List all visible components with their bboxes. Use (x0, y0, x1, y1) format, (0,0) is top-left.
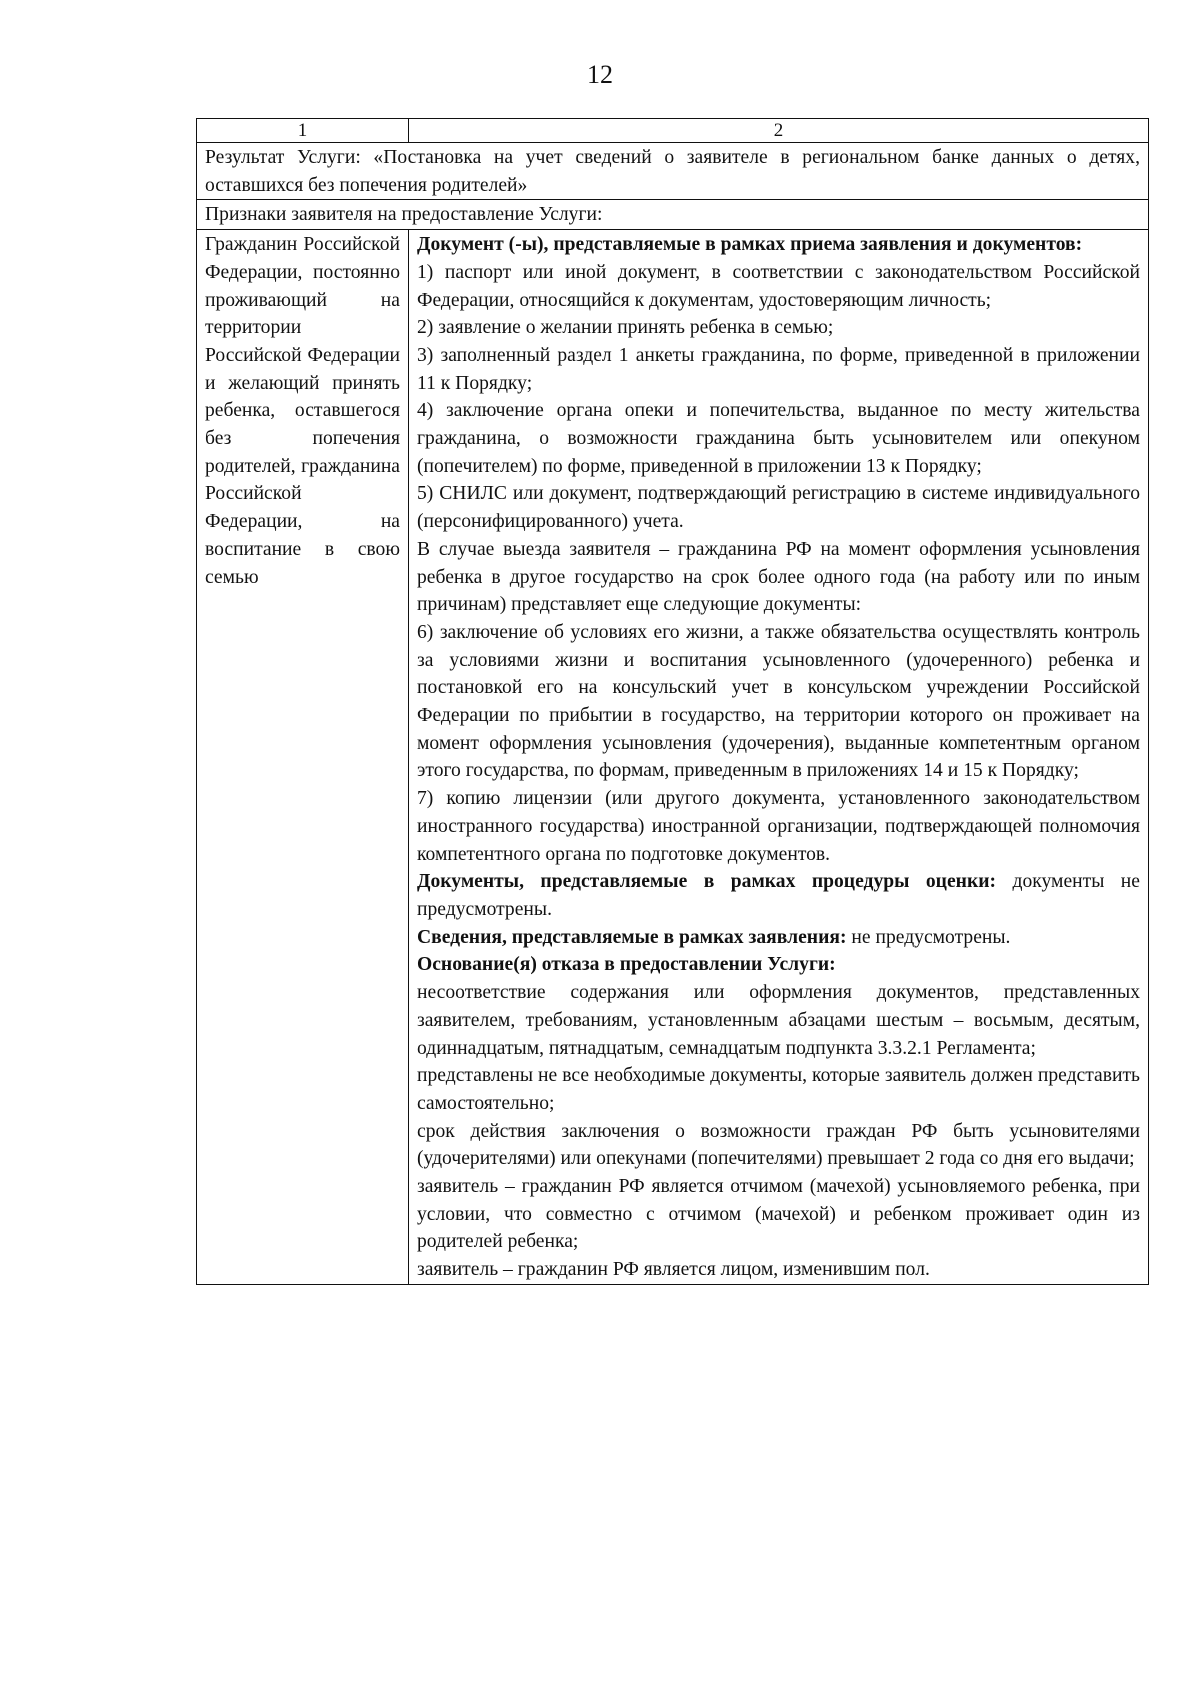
document-item: 6) заключение об условиях его жизни, а также обязательства осуществлять контроль за условиями жизни и воспитания усыновленного (удочеренного) ребенка и постановкой его на консульский учет в консульском учреждении Российской Федерации по прибытии в государство, на территории которого он проживает на момент оформления усыновления (удочерения), выданные компетентным органом этого государства, по формам, приведенным в приложениях 14 и 15 к Порядку; (417, 621, 1140, 782)
document-item: 2) заявление о желании принять ребенка в семью; (417, 317, 834, 339)
docs-heading: Документ (-ы), представляемые в рамках приема заявления и документов: (417, 234, 1083, 256)
info-paragraph (417, 924, 1140, 952)
refusal-item: представлены не все необходимые документы, которые заявитель должен представить самостоятельно; (417, 1065, 1140, 1114)
evaluation-text: документы не предусмотрены. (417, 871, 1140, 920)
table-header-row (197, 119, 1149, 143)
refusal-item: заявитель – гражданин РФ является отчимом (мачехой) усыновляемого ребенка, при условии, что совместно с отчимом (мачехой) и ребенком проживает один из родителей ребенка; (417, 1176, 1140, 1253)
service-table (196, 118, 1149, 1285)
details-row (197, 230, 1149, 1285)
document-item: 4) заключение органа опеки и попечительства, выданное по месту жительства гражданина, о возможности гражданина быть усыновителем или опекуном (попечителем) по форме, приведенной в приложении 13 к Порядку; (417, 400, 1140, 477)
service-result: Результат Услуги: «Постановка на учет сведений о заявителе в региональном банке данных о детях, оставшихся без попечения родителей» (197, 143, 1149, 200)
applicant-description: Гражданин Российской Федерации, постоянно проживающий на территории Российской Федерации и желающий принять ребенка, оставшегося без попечения родителей, гражданина Российской Федерации, на воспитание в свою семью (197, 230, 409, 1285)
signs-row (197, 200, 1149, 230)
column-header-2: 2 (409, 119, 1149, 143)
info-heading: Сведения, представляемые в рамках заявления: (417, 926, 847, 948)
departure-case-text: В случае выезда заявителя – гражданина РФ на момент оформления усыновления ребенка в другое государство на срок более одного года (на работу или по иным причинам) представляет еще следующие документы: (417, 538, 1140, 616)
page-number: 12 (587, 60, 613, 89)
evaluation-heading: Документы, представляемые в рамках процедуры оценки: (417, 871, 997, 893)
document-item: 5) СНИЛС или документ, подтверждающий регистрацию в системе индивидуального (персонифицированного) учета. (417, 483, 1140, 533)
refusal-item: заявитель – гражданин РФ является лицом, изменившим пол. (417, 1259, 930, 1281)
document-item: 1) паспорт или иной документ, в соответствии с законодательством Российской Федерации, относящийся к документам, удостоверяющим личность; (417, 261, 1140, 311)
document-item: 3) заполненный раздел 1 анкеты гражданина, по форме, приведенной в приложении 11 к Порядку; (417, 344, 1140, 394)
column-header-1: 1 (197, 119, 409, 143)
document-item: 7) копию лицензии (или другого документа, установленного законодательством иностранного государства) иностранной организации, подтверждающей полномочия компетентного органа по подготовке документов. (417, 788, 1140, 865)
info-text: не предусмотрены. (846, 926, 1011, 948)
refusal-heading: Основание(я) отказа в предоставлении Услуги: (417, 954, 836, 976)
refusal-item: срок действия заключения о возможности граждан РФ быть усыновителями (удочерителями) или опекунами (попечителями) превышает 2 года со дня его выдачи; (417, 1120, 1140, 1170)
result-row (197, 143, 1149, 200)
applicant-signs-heading: Признаки заявителя на предоставление Услуги: (197, 200, 1149, 230)
documents-cell (409, 230, 1149, 1285)
refusal-item: несоответствие содержания или оформления документов, представленных заявителем, требованиям, установленным абзацами шестым – восьмым, десятым, одиннадцатым, пятнадцатым, семнадцатым подпункта 3.3.2.1 Регламента; (417, 982, 1140, 1059)
evaluation-paragraph (417, 868, 1140, 923)
